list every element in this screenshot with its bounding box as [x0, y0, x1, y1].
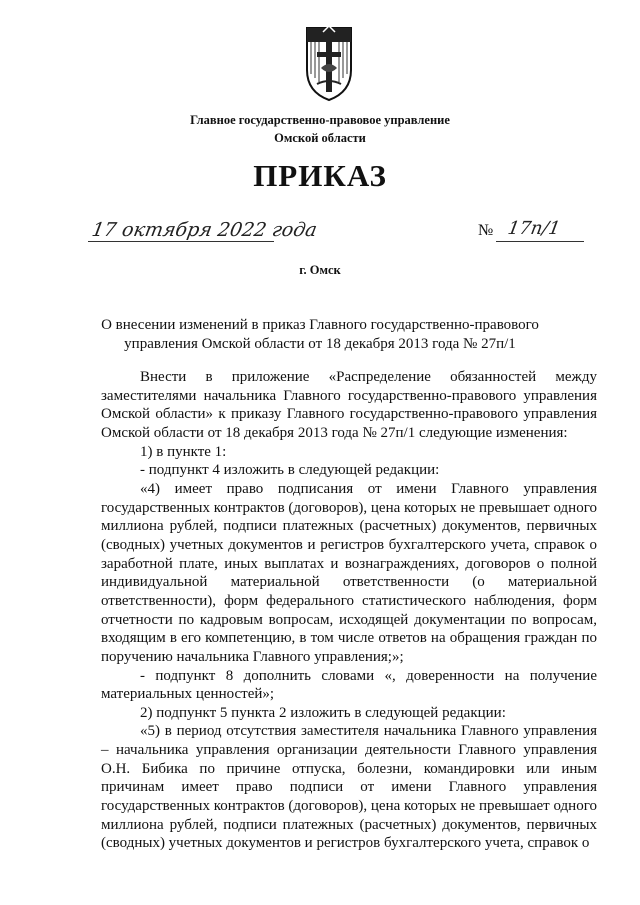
handwritten-number: 17п/1: [506, 218, 562, 239]
body-paragraph: - подпункт 8 дополнить словами «, доверенности на получение материальных ценностей»;: [101, 667, 597, 703]
body-paragraph: - подпункт 4 изложить в следующей редакции:: [140, 462, 440, 479]
body-paragraph: «4) имеет право подписания от имени Главного управления государственных контрактов (договоров), цена которых не превышает одного миллиона рублей, подписи платежных (расчетных) документов, первичных (сводных) учетных документов и регистров бухгалтерского учета, справок о заработной плате, иных выплатах и вознаграждениях, договоров о полной индивидуальной материальной ответственности (о материальной ответственности), форм федерального статистического наблюдения, форм отчетности по кадровым вопросам, исходящей документации по вопросам, входящим в его компетенцию, в том числе ответов на обращения граждан по поручению начальника Главного управления;»;: [101, 480, 597, 665]
authority-name-line2: Омской области: [274, 131, 366, 145]
body-paragraph: Внести в приложение «Распределение обязанностей между заместителями начальника Главного государственно-правового управления Омской области» к приказу Главного государственно-правового управления Омской области от 18 декабря 2013 года № 27п/1 следующие изменения:: [101, 369, 597, 441]
order-subject: О внесении изменений в приказ Главного государственно-правового управления Омской области от 18 декабря 2013 года № 27п/1: [101, 317, 539, 352]
number-underline: [496, 241, 584, 242]
handwritten-date: 17 октября 2022 года: [90, 219, 319, 241]
body-paragraph: «5) в период отсутствия заместителя начальника Главного управления – начальника управления организации деятельности Главного управления О.Н. Бибика по причине отпуска, болезни, командировки или иным причинам имеет право подписи от имени Главного управления государственных контрактов (договоров), цена которых не превышает одного миллиона рублей, подписи платежных (расчетных) документов, первичных (сводных) учетных документов и регистров бухгалтерского учета, справок о: [101, 723, 597, 852]
coat-of-arms-icon: [303, 22, 355, 102]
authority-name-line1: Главное государственно-правовое управление: [190, 113, 450, 127]
document-title: ПРИКАЗ: [253, 158, 387, 193]
body-paragraph: 2) подпункт 5 пункта 2 изложить в следующей редакции:: [140, 704, 506, 721]
city-line: г. Омск: [299, 263, 341, 277]
order-body: [101, 368, 597, 853]
body-paragraph: 1) в пункте 1:: [140, 443, 227, 460]
number-label: №: [478, 222, 494, 239]
date-underline: [88, 241, 274, 242]
